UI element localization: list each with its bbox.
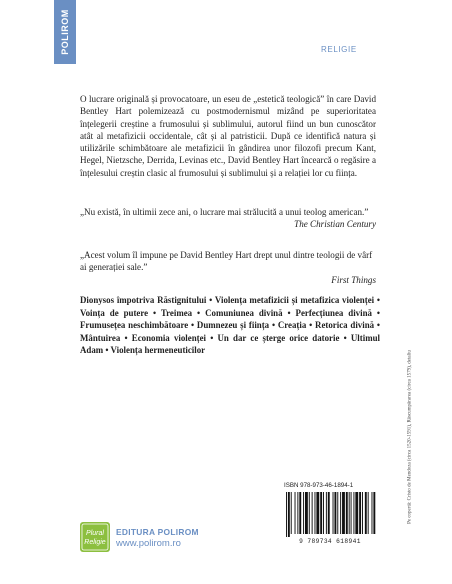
quote-source: The Christian Century — [294, 219, 376, 230]
publisher-name: EDITURA POLIROM — [116, 527, 199, 537]
quote-source: First Things — [331, 274, 376, 285]
cover-credit-note: Pe copertă: Cristo de Mendoza (circa 1520-1591), Răscumpărarea (circa 1579), detaliu — [407, 350, 413, 524]
spine-brand: POLIROM — [60, 9, 70, 55]
isbn-label: ISBN 978-973-46-1894-1 — [284, 482, 354, 489]
review-quote-1 — [80, 206, 376, 231]
logo-bottom-text: Religie — [84, 539, 106, 546]
description: O lucrare originală și provocatoare, un eseu de „estetică teologică” în care David Bentley Hart polemizează cu postmodernismul mizând pe superioritatea înțelegerii creștine a frumosului și sublimului, autorul fiind un bun cunoscător atât al metafizicii occidentale, cât și al patristicii. După ce identifică natura și utilizările schimbătoare ale metafizicii în gândirea unor filozofi precum Kant, Hegel, Nietzsche, Derrida, Levinas etc., David Bentley Hart încearcă o regăsire a înțelesului creștin clasic al frumosului și sublimului și a relației lor cu ființa. — [80, 94, 376, 178]
review-quote-2 — [80, 249, 376, 286]
logo-top-text: Plural — [86, 530, 104, 537]
plural-religie-logo-icon — [80, 522, 110, 552]
category-label: RELIGIE — [321, 45, 357, 54]
barcode-icon — [284, 492, 376, 537]
publisher-url: www.polirom.ro — [116, 538, 181, 549]
chapter-list: Dionysos împotriva Răstignitului • Violența metafizicii și metafizica violenței • Voința de putere • Treimea • Comuniunea divină • Perfecțiunea divină • Frumusețea neschimbătoare • Dumnezeu și ființa • Creația • Retorica divină • Mântuirea • Economia violenței • Un dar ce șterge orice datorie • Ultimul Adam • Violența hermeneuticilor — [80, 295, 380, 355]
quote-text: „Acest volum îl impune pe David Bentley Hart drept unul dintre teologii de vârf ai generației sale.” — [80, 250, 373, 273]
quote-text: „Nu există, în ultimii zece ani, o lucrare mai strălucită a unui teolog american.” — [80, 207, 369, 217]
barcode-digits: 9 789734 618941 — [299, 538, 361, 545]
